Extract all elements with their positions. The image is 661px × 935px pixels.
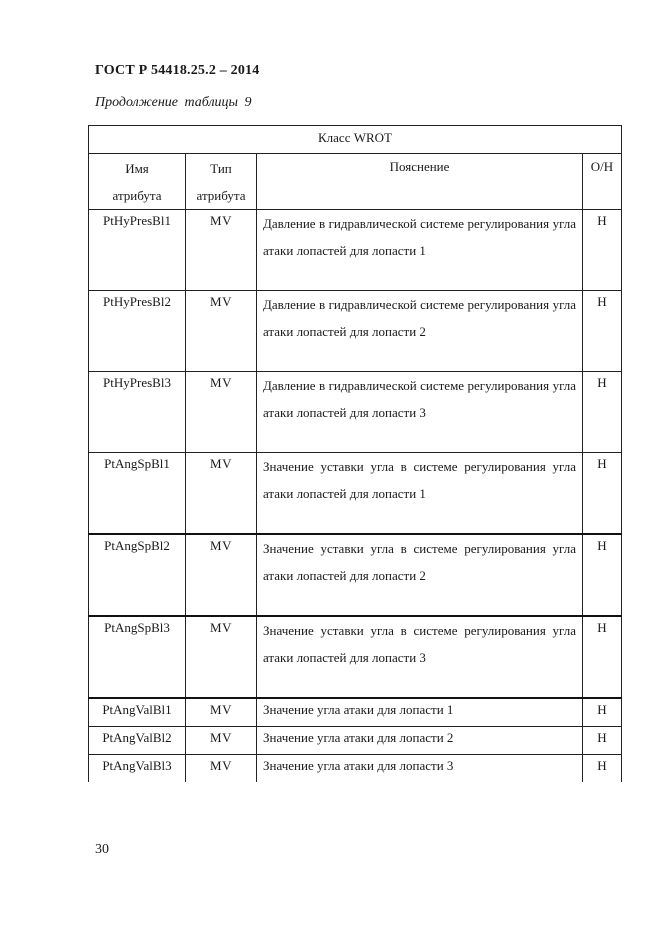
cell-type: MV (186, 534, 257, 616)
cell-mandatory: Н (583, 291, 622, 372)
header-type-line1: Тип (210, 161, 232, 176)
table-row (89, 616, 622, 698)
cell-name: PtHyPresBl2 (89, 291, 186, 372)
cell-type: MV (186, 372, 257, 453)
cell-mandatory: Н (583, 616, 622, 698)
cell-mandatory: Н (583, 210, 622, 291)
table-row (89, 698, 622, 727)
cell-type: MV (186, 453, 257, 535)
header-type-line2: атрибута (196, 188, 246, 203)
header-mandatory: О/Н (583, 154, 622, 210)
cell-name: PtAngSpBl3 (89, 616, 186, 698)
table-row (89, 372, 622, 453)
cell-type: MV (186, 210, 257, 291)
cell-type: MV (186, 755, 257, 783)
cell-name: PtHyPresBl1 (89, 210, 186, 291)
cell-name: PtAngValBl1 (89, 698, 186, 727)
standard-title: ГОСТ Р 54418.25.2 – 2014 (95, 63, 260, 78)
table-row (89, 453, 622, 535)
cell-name: PtAngSpBl1 (89, 453, 186, 535)
cell-description: Давление в гидравлической системе регулирования угла атаки лопастей для лопасти 1 (257, 210, 583, 291)
cell-name: PtAngValBl3 (89, 755, 186, 783)
table-row (89, 210, 622, 291)
cell-type: MV (186, 616, 257, 698)
cell-mandatory: Н (583, 727, 622, 755)
cell-type: MV (186, 727, 257, 755)
cell-name: PtAngValBl2 (89, 727, 186, 755)
cell-description: Давление в гидравлической системе регулирования угла атаки лопастей для лопасти 3 (257, 372, 583, 453)
cell-description: Давление в гидравлической системе регулирования угла атаки лопастей для лопасти 2 (257, 291, 583, 372)
cell-description: Значение угла атаки для лопасти 3 (257, 755, 583, 783)
header-name-line2: атрибута (112, 188, 162, 203)
header-name-line1: Имя (125, 161, 149, 176)
attribute-table (88, 125, 622, 782)
cell-mandatory: Н (583, 372, 622, 453)
table-continuation-caption: Продолжение таблицы 9 (95, 95, 252, 110)
cell-name: PtHyPresBl3 (89, 372, 186, 453)
header-attribute-type (186, 154, 257, 210)
cell-name: PtAngSpBl2 (89, 534, 186, 616)
page-number: 30 (95, 842, 109, 857)
class-label: Класс WROT (89, 126, 622, 154)
cell-description: Значение уставки угла в системе регулирования угла атаки лопастей для лопасти 3 (257, 616, 583, 698)
cell-description: Значение угла атаки для лопасти 1 (257, 698, 583, 727)
cell-type: MV (186, 291, 257, 372)
table-row (89, 727, 622, 755)
class-header-row (89, 126, 622, 154)
header-attribute-name (89, 154, 186, 210)
header-description: Пояснение (257, 154, 583, 210)
cell-mandatory: Н (583, 698, 622, 727)
cell-description: Значение уставки угла в системе регулирования угла атаки лопастей для лопасти 2 (257, 534, 583, 616)
cell-mandatory: Н (583, 534, 622, 616)
cell-mandatory: Н (583, 453, 622, 535)
column-header-row (89, 154, 622, 210)
cell-mandatory: Н (583, 755, 622, 783)
cell-type: MV (186, 698, 257, 727)
cell-description: Значение уставки угла в системе регулирования угла атаки лопастей для лопасти 1 (257, 453, 583, 535)
table-row (89, 291, 622, 372)
table-row (89, 755, 622, 783)
cell-description: Значение угла атаки для лопасти 2 (257, 727, 583, 755)
table-row (89, 534, 622, 616)
